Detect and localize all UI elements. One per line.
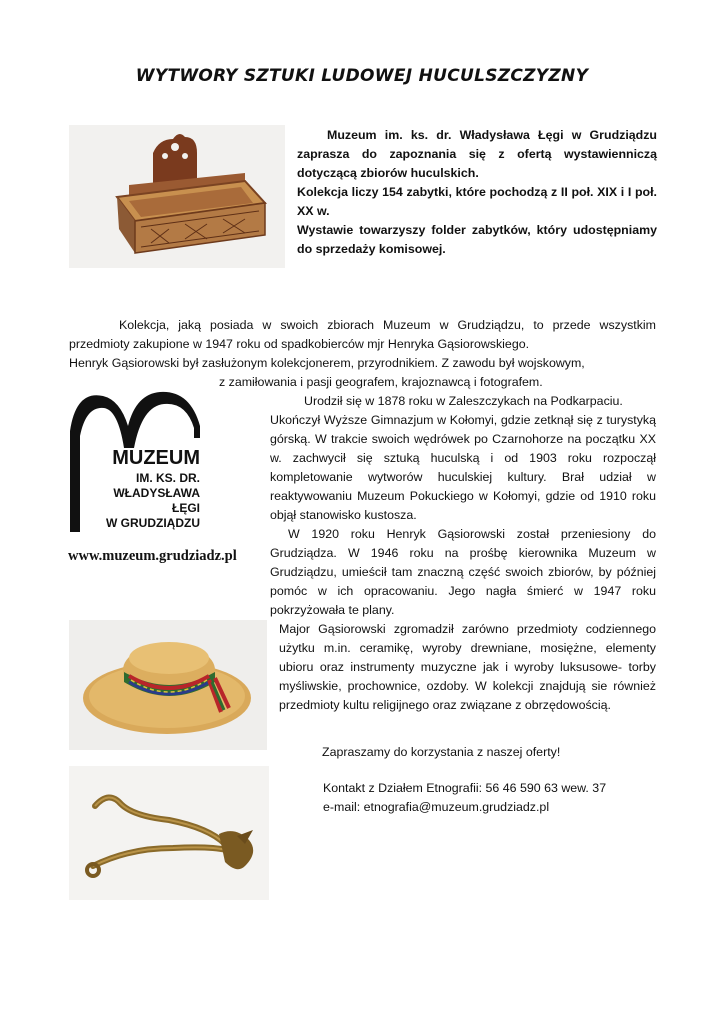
invitation-text: Zapraszamy do korzystania z naszej oferty! bbox=[322, 745, 561, 759]
intro-paragraph-2: Kolekcja liczy 154 zabytki, które pochodzą z II poł. XIX i I poł. XX w. bbox=[297, 185, 657, 218]
intro-paragraph-3: Wystawie towarzyszy folder zabytków, który udostępniamy do sprzedaży komisowej. bbox=[297, 223, 657, 256]
items-text: Major Gąsiorowski zgromadził zarówno przedmioty codziennego użytku m.in. ceramikę, wyroby drewniane, mosiężne, elementy ubioru oraz instrumenty muzyczne jak i wyroby luksusowe- torby myśliwskie, prochownice, ozdoby. W kolekcji znajdują sie również przedmioty kultu religijnego oraz związane z obrzędowością. bbox=[279, 622, 656, 712]
website-link[interactable]: www.muzeum.grudziadz.pl bbox=[68, 548, 237, 564]
collection-paragraph-3: z zamiłowania i pasji geografem, krajoznawcą i fotografem. bbox=[219, 375, 543, 389]
contact-phone: Kontakt z Działem Etnografii: 56 46 590 63 wew. 37 bbox=[323, 781, 607, 795]
contact-block bbox=[323, 779, 606, 817]
bio-paragraph-1-first: Urodził się w 1878 roku w Zaleszczykach na Podkarpaciu. bbox=[304, 394, 623, 408]
logo-line-4: ŁĘGI bbox=[171, 501, 200, 515]
collection-paragraph-2: Henryk Gąsiorowski był zasłużonym kolekcjonerem, przyrodnikiem. Z zawodu był wojskowym, bbox=[69, 356, 585, 370]
logo-line-3: WŁADYSŁAWA bbox=[113, 486, 200, 500]
collection-text bbox=[69, 316, 656, 392]
logo-line-2: IM. KS. DR. bbox=[135, 471, 200, 485]
straw-hat-photo bbox=[69, 620, 267, 750]
wooden-box-photo bbox=[69, 125, 285, 268]
bio-text bbox=[270, 392, 656, 620]
contact-email[interactable]: e-mail: etnografia@muzeum.grudziadz.pl bbox=[323, 800, 550, 814]
brass-tool-photo bbox=[69, 766, 269, 900]
bio-paragraph-1: Ukończył Wyższe Gimnazjum w Kołomyi, gdzie zetknął się z turystyką górską. W trakcie swoich wędrówek po Czarnohorze na początku XX w. zachwycił się sztuką huculską i od 1903 roku rozpoczął kompletowanie wytworów huculskiej kultury. Brał udział w reaktywowaniu Muzeum Pokuckiego w Kołomyi, gdzie od 1910 roku objął stanowisko kustosza. bbox=[270, 413, 656, 522]
logo-line-1: MUZEUM bbox=[112, 447, 200, 469]
bio-paragraph-2: W 1920 roku Henryk Gąsiorowski został przeniesiony do Grudziądza. W 1946 roku na prośbę kierownika Muzeum w Grudziądzu, umieścił tam znaczną część swoich zbiorów, by później pomóc w ich opracowaniu. Jego nagła śmierć w 1947 roku pokrzyżowała te plany. bbox=[270, 527, 656, 617]
page-title: WYTWORY SZTUKI LUDOWEJ HUCULSZCZYZNY bbox=[135, 66, 589, 86]
intro-paragraph-1: Muzeum im. ks. dr. Władysława Łęgi w Grudziądzu zaprasza do zapoznania się z ofertą wystawienniczą dotyczącą zbiorów huculskich. bbox=[297, 128, 657, 180]
intro-text bbox=[297, 126, 657, 259]
collection-paragraph-1: Kolekcja, jaką posiada w swoich zbiorach Muzeum w Grudziądzu, to przede wszystkim przedmioty zakupione w 1947 roku od spadkobierców mjr Henryka Gąsiorowskiego. bbox=[69, 318, 656, 351]
logo-line-5: W GRUDZIĄDZU bbox=[106, 516, 200, 530]
museum-logo bbox=[66, 386, 216, 536]
